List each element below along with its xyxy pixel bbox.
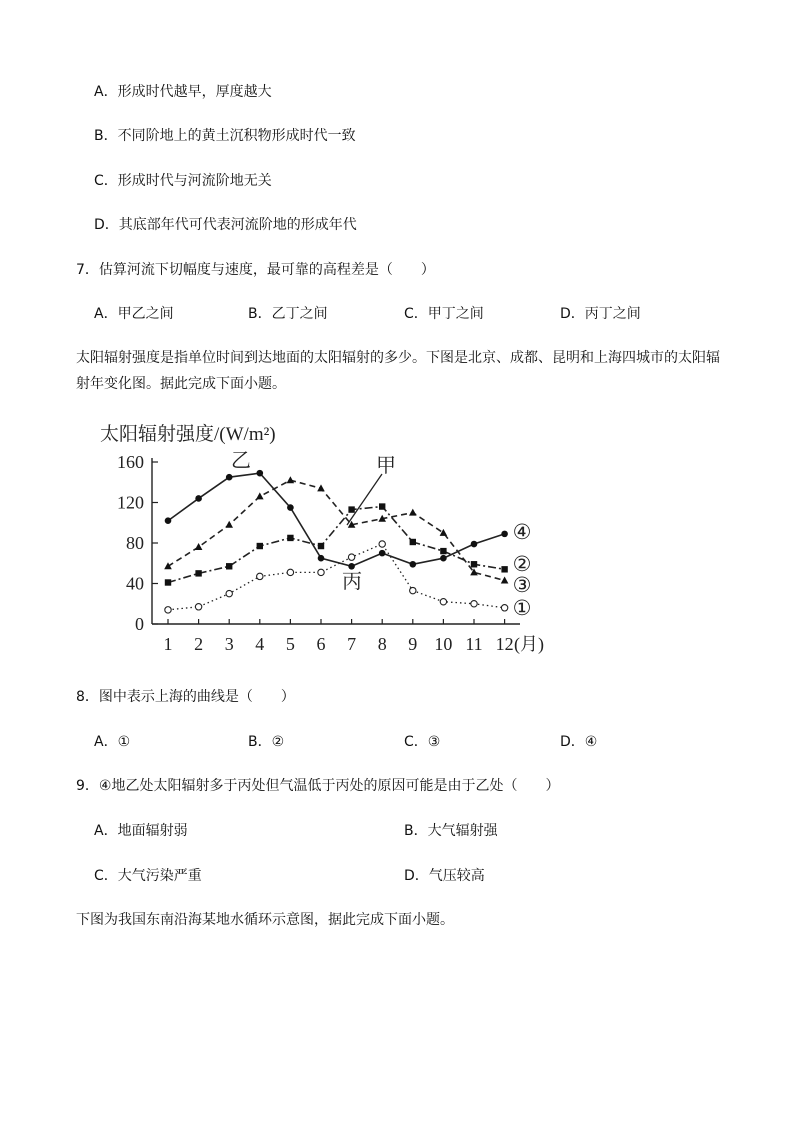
data-point [409, 509, 417, 516]
series-label: ③ [512, 573, 532, 597]
data-point [318, 543, 324, 549]
data-point [195, 543, 203, 550]
q8-option-a: A．① [94, 734, 131, 750]
data-point [501, 605, 507, 611]
q8-option-c: C．③ [404, 734, 441, 750]
q7-option-c: C．甲丁之间 [404, 306, 484, 322]
data-point [164, 562, 172, 569]
data-point [165, 517, 172, 524]
data-point [257, 573, 263, 579]
x-tick-label: 10 [434, 634, 453, 654]
data-point [440, 555, 447, 562]
data-point [225, 521, 233, 528]
q6-option-b: B．不同阶地上的黄土沉积物形成时代一致 [94, 128, 356, 144]
q8-stem: 8．图中表示上海的曲线是（ ） [76, 689, 295, 705]
data-point [317, 484, 325, 491]
next-section-intro: 下图为我国东南沿海某地水循环示意图，据此完成下面小题。 [76, 912, 454, 928]
data-point [257, 470, 264, 477]
data-point [440, 599, 446, 605]
q9-option-a: A．地面辐射弱 [94, 823, 188, 839]
y-tick-label: 40 [126, 573, 144, 594]
data-point [226, 474, 233, 481]
data-point [501, 566, 507, 572]
data-point [379, 550, 386, 557]
data-point [226, 590, 232, 596]
series-line-4 [168, 473, 505, 566]
data-point [195, 604, 201, 610]
q9-stem: 9．④地乙处太阳辐射多于丙处但气温低于丙处的原因可能是由于乙处（ ） [76, 778, 560, 794]
data-point [410, 561, 417, 568]
x-tick-label: 9 [408, 634, 418, 654]
x-tick-label: 6 [316, 634, 326, 654]
series-line-3 [168, 480, 505, 580]
x-tick-label: 2 [194, 634, 204, 654]
data-point [257, 543, 263, 549]
annotation-yi: 乙 [231, 450, 251, 472]
data-point [440, 529, 448, 536]
y-tick-label: 120 [117, 492, 144, 513]
data-point [165, 607, 171, 613]
x-tick-label: 12 [495, 634, 514, 654]
q7-stem: 7．估算河流下切幅度与速度，最可靠的高程差是（ ） [76, 262, 435, 278]
series-label: ① [512, 596, 532, 620]
y-axis-label: 太阳辐射强度/(W/m²) [100, 424, 276, 445]
data-point [318, 569, 324, 575]
data-point [348, 554, 354, 560]
data-point [256, 492, 264, 499]
y-tick-label: 160 [117, 452, 144, 472]
q8-option-d: D．④ [560, 734, 598, 750]
data-point [471, 541, 478, 548]
x-tick-label: 1 [163, 634, 173, 654]
data-point [410, 587, 416, 593]
data-point [287, 535, 293, 541]
y-tick-label: 80 [126, 533, 144, 553]
x-tick-label: 8 [377, 634, 387, 654]
data-point [195, 570, 201, 576]
x-tick-label: 7 [347, 634, 357, 654]
q6-option-c: C．形成时代与河流阶地无关 [94, 173, 272, 189]
data-point [287, 504, 294, 511]
x-tick-label: 3 [224, 634, 234, 654]
data-point [226, 563, 232, 569]
q7-option-a: A．甲乙之间 [94, 306, 174, 322]
q7-option-b: B．乙丁之间 [248, 306, 328, 322]
annotation-bing: 丙 [342, 571, 362, 593]
q6-option-d: D．其底部年代可代表河流阶地的形成年代 [94, 217, 357, 233]
x-tick-label: 4 [255, 634, 265, 654]
data-point [287, 569, 293, 575]
chart-intro: 太阳辐射强度是指单位时间到达地面的太阳辐射的多少。下图是北京、成都、昆明和上海四城市的太阳辐射年变化图。据此完成下面小题。 [76, 350, 720, 392]
q9-option-c: C．大气污染严重 [94, 868, 202, 884]
data-point [287, 476, 295, 483]
data-point [410, 539, 416, 545]
data-point [471, 561, 477, 567]
x-tick-label: 11 [465, 634, 483, 654]
data-point [440, 548, 446, 554]
series-label: ② [512, 552, 532, 576]
data-point [318, 555, 325, 562]
series-label: ④ [512, 520, 532, 544]
solar-radiation-chart [92, 418, 562, 658]
x-axis-unit-label: (月) [514, 634, 544, 654]
data-point [501, 531, 508, 538]
data-point [471, 601, 477, 607]
q9-option-b: B．大气辐射强 [404, 823, 498, 839]
data-point [348, 506, 354, 512]
series-line-2 [168, 507, 505, 583]
data-point [379, 503, 385, 509]
q9-option-d: D．气压较高 [404, 868, 485, 884]
q6-option-a: A．形成时代越早，厚度越大 [94, 84, 272, 100]
data-point [348, 563, 355, 570]
data-point [195, 495, 202, 502]
x-tick-label: 5 [285, 634, 295, 654]
q7-option-d: D．丙丁之间 [560, 306, 641, 322]
data-point [165, 579, 171, 585]
q8-option-b: B．② [248, 734, 285, 750]
data-point [379, 541, 385, 547]
data-point [501, 576, 509, 583]
y-tick-label: 0 [135, 614, 144, 634]
annotation-jia: 甲 [376, 455, 396, 477]
